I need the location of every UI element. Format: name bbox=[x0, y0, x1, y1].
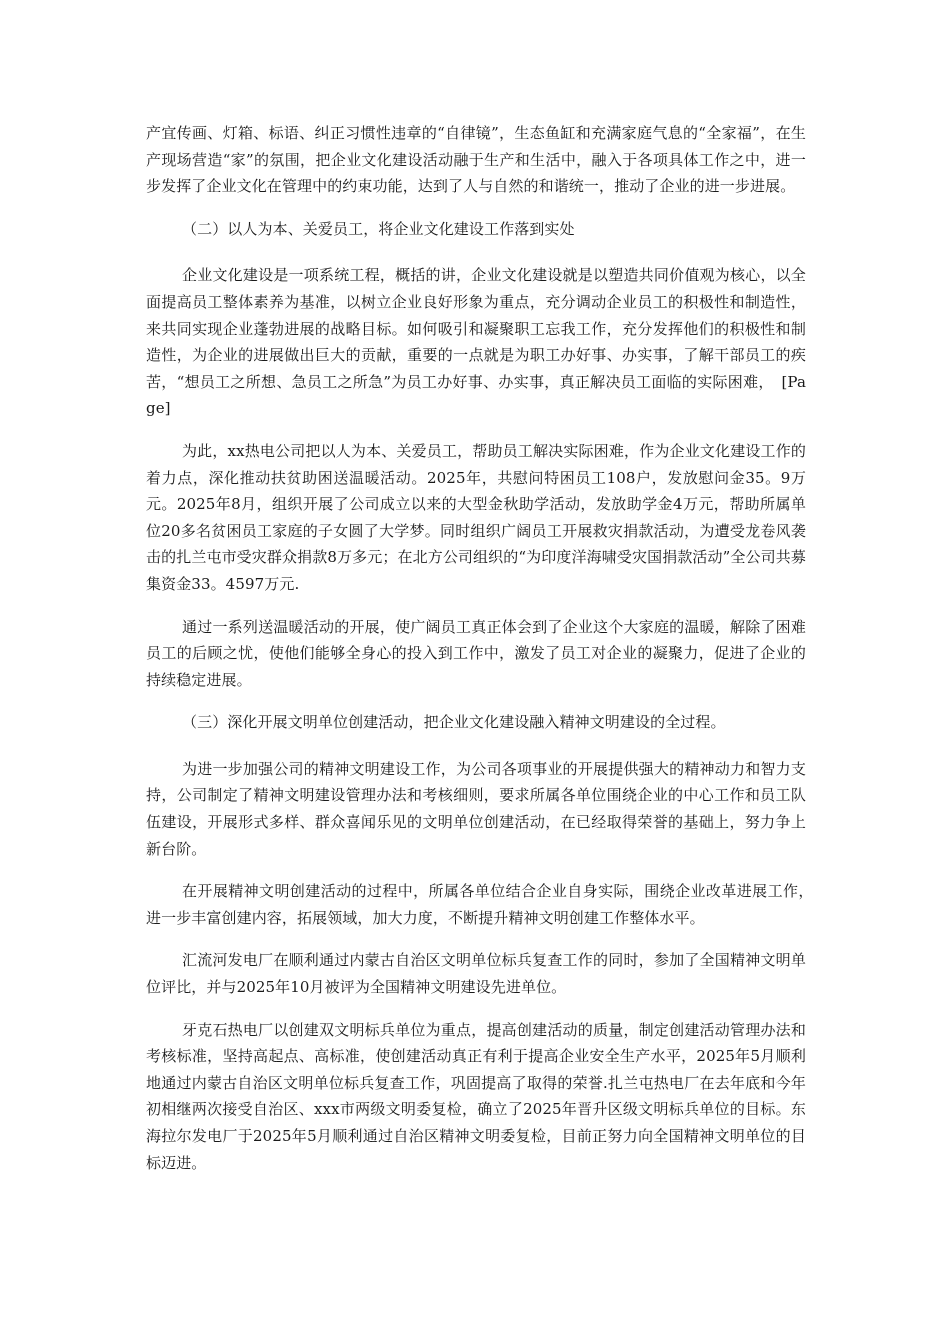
paragraph: 为进一步加强公司的精神文明建设工作，为公司各项事业的开展提供强大的精神动力和智力支持，公司制定了精神文明建设管理办法和考核细则，要求所属各单位围绕企业的中心工作和员工队伍建设，开展形式多样、群众喜闻乐见的文明单位创建活动，在已经取得荣誉的基础上，努力争上新台阶。 bbox=[146, 759, 806, 858]
paragraph-continued: 产宜传画、灯箱、标语、纠正习惯性违章的“自律镜”，生态鱼缸和充满家庭气息的“全家福”，在生产现场营造“家”的氛围，把企业文化建设活动融于生产和生活中，融入于各项具体工作之中，进一步发挥了企业文化在管理中的约束功能，达到了人与自然的和谐统一，推动了企业的进一步进展。 bbox=[146, 124, 806, 196]
paragraph: 通过一系列送温暖活动的开展，使广阔员工真正体会到了企业这个大家庭的温暖，解除了困难员工的后顾之忧，使他们能够全身心的投入到工作中，激发了员工对企业的凝聚力，促进了企业的持续稳定进展。 bbox=[146, 617, 806, 689]
document-body bbox=[146, 120, 822, 1192]
paragraph: 牙克石热电厂以创建双文明标兵单位为重点，提高创建活动的质量，制定创建活动管理办法和考核标准，坚持高起点、高标准，使创建活动真正有利于提高企业安全生产水平，2025年5月顺利地通过内蒙古自治区文明单位标兵复查工作，巩固提高了取得的荣誉.扎兰屯热电厂在去年底和今年初相继两次接受自治区、xxx市两级文明委复检，确立了2025年晋升区级文明标兵单位的目标。东海拉尔发电厂于2025年5月顺利通过自治区精神文明委复检，目前正努力向全国精神文明单位的目标迈进。 bbox=[146, 1020, 806, 1172]
paragraph: 为此，xx热电公司把以人为本、关爱员工，帮助员工解决实际困难，作为企业文化建设工作的着力点，深化推动扶贫助困送温暖活动。2025年，共慰问特困员工108户，发放慰问金35。9万元。2025年8月，组织开展了公司成立以来的大型金秋助学活动，发放助学金4万元，帮助所属单位20多名贫困员工家庭的子女圆了大学梦。同时组织广阔员工开展救灾捐款活动，为遭受龙卷风袭击的扎兰屯市受灾群众捐款8万多元；在北方公司组织的“为印度洋海啸受灾国捐款活动”全公司共募集资金33。4597万元. bbox=[146, 441, 806, 593]
paragraph: 汇流河发电厂在顺利通过内蒙古自治区文明单位标兵复查工作的同时，参加了全国精神文明单位评比，并与2025年10月被评为全国精神文明建设先进单位。 bbox=[146, 951, 806, 997]
paragraph: 企业文化建设是一项系统工程，概括的讲，企业文化建设就是以塑造共同价值观为核心，以全面提高员工整体素养为基准，以树立企业良好形象为重点，充分调动企业员工的积极性和制造性，来共同实现企业蓬勃进展的战略目标。如何吸引和凝聚职工忘我工作，充分发挥他们的积极性和制造性，为企业的进展做出巨大的贡献，重要的一点就是为职工办好事、办实事，了解干部员工的疾苦，“想员工之所想、急员工之所急”为员工办好事、办实事，真正解决员工面临的实际困难， [Page] bbox=[146, 266, 806, 418]
paragraph: 在开展精神文明创建活动的过程中，所属各单位结合企业自身实际，围绕企业改革进展工作， 进一步丰富创建内容，拓展领域，加大力度，不断提升精神文明创建工作整体水平。 bbox=[146, 882, 822, 927]
section-heading-3: （三）深化开展文明单位创建活动，把企业文化建设融入精神文明建设的全过程。 bbox=[182, 713, 726, 732]
section-heading-2: （二）以人为本、关爱员工，将企业文化建设工作落到实处 bbox=[182, 219, 575, 238]
